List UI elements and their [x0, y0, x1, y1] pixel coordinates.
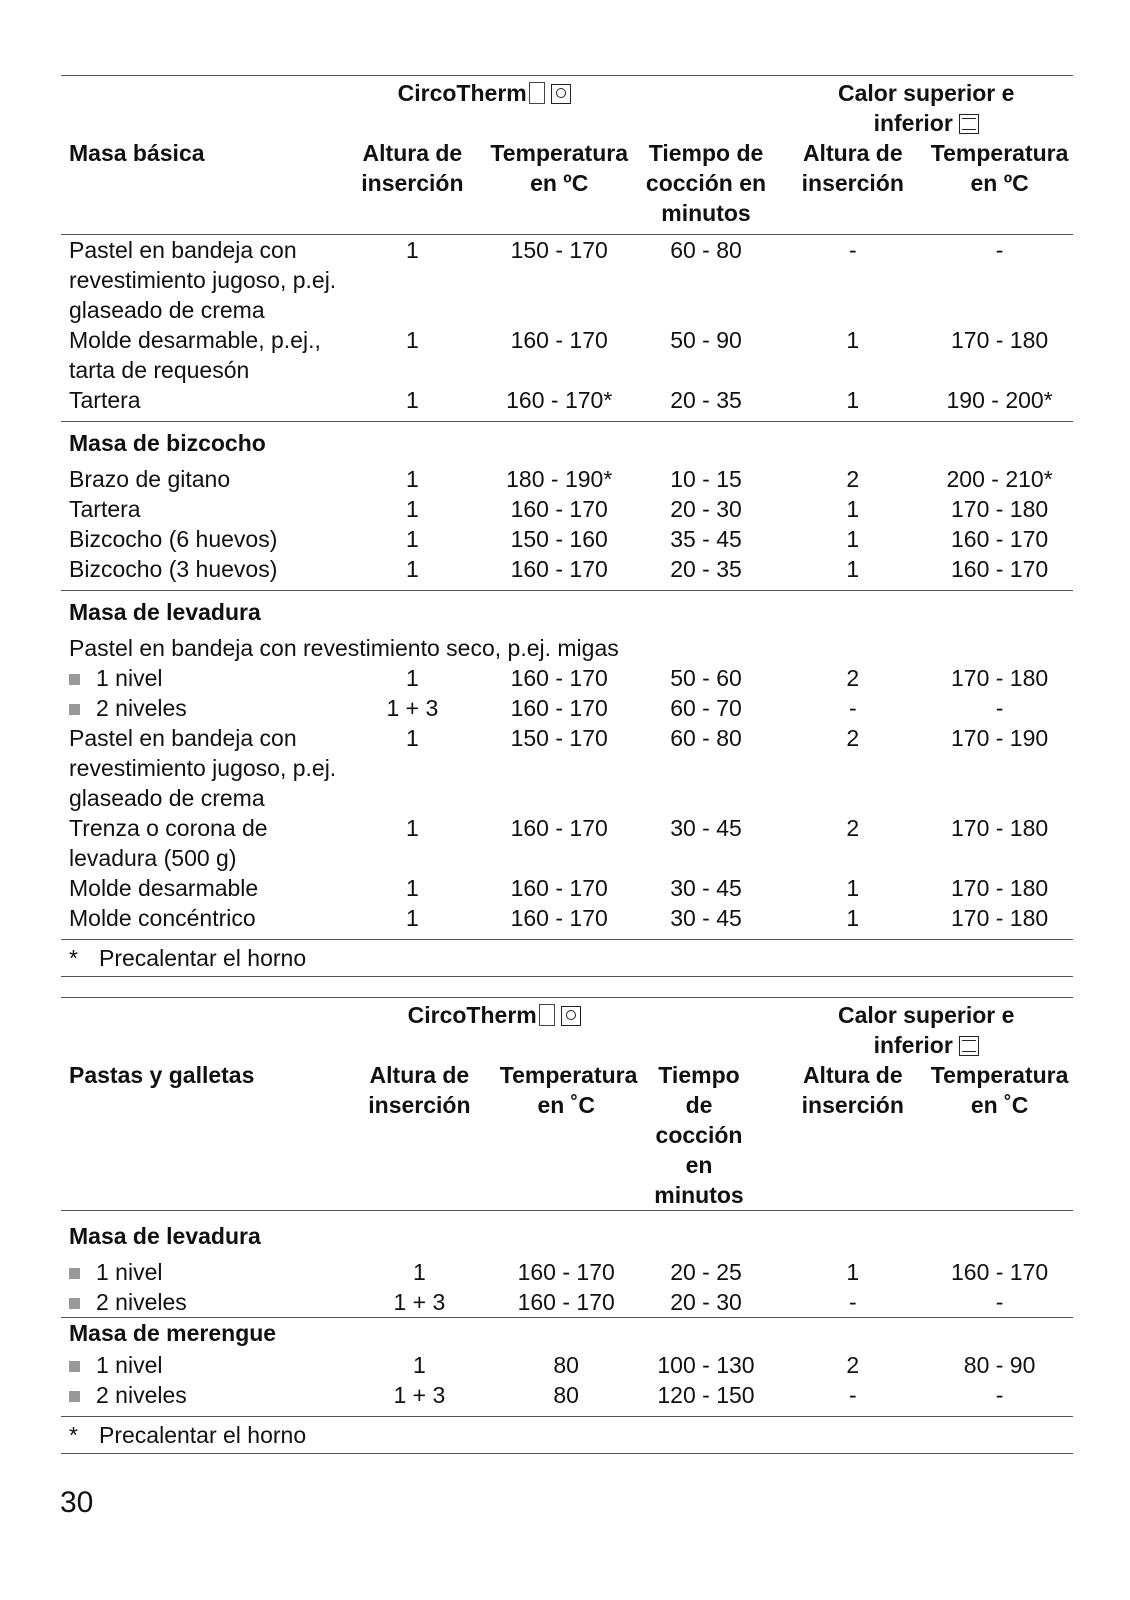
row-name: Pastel en bandeja con revestimiento jugoso, p.ej. glaseado de crema [69, 237, 337, 323]
row-name: Molde desarmable, p.ej., tarta de requesón [69, 327, 321, 383]
row-height-2: 1 [779, 903, 926, 940]
row-temp-2: 160 - 170 [926, 554, 1073, 591]
row-name [61, 1287, 339, 1318]
table-row [61, 1380, 1073, 1417]
row-temp-1: 160 - 170 [510, 327, 608, 353]
row-height-1: 1 [339, 903, 486, 940]
row-height-2: 1 [846, 496, 860, 522]
top-bottom-heat-icon [959, 1036, 979, 1056]
row-name-text: 1 nivel [96, 1259, 163, 1285]
bullet-square-icon [69, 1361, 80, 1372]
section-subtitle-row [61, 633, 1073, 663]
row-temp-2: 190 - 200* [926, 385, 1073, 422]
table-row [61, 873, 1073, 903]
row-height-1: 1 [406, 496, 419, 522]
section-subtitle: Pastel en bandeja con revestimiento seco, p.ej. migas [69, 635, 619, 661]
row-height-2: 1 [846, 875, 860, 901]
row-temp-1: 160 - 170 [486, 554, 633, 591]
row-temp-2: - [926, 1380, 1073, 1417]
row-name-text: 1 nivel [96, 665, 163, 691]
row-temp-1: 160 - 170 [510, 875, 608, 901]
row-name: Trenza o corona de levadura (500 g) [69, 815, 268, 871]
row-temp-2: 170 - 180 [950, 875, 1049, 901]
section-title: Masa de levadura [69, 1223, 261, 1249]
row-height-2: 2 [846, 815, 860, 841]
section-title: Masa de levadura [69, 599, 261, 625]
row-height-2: 2 [846, 466, 860, 492]
row-temp-1: 180 - 190* [506, 466, 613, 492]
fan-icon [561, 1006, 581, 1026]
row-temp-1: 80 [553, 1352, 579, 1378]
row-time: 20 - 35 [633, 554, 780, 591]
row-name [61, 1350, 339, 1380]
note-text: Precalentar el horno [99, 945, 307, 971]
row-temp-2: 170 - 180 [950, 496, 1049, 522]
table-row [61, 813, 1073, 873]
group-circotherm [339, 76, 779, 139]
group-top-bottom-heat-label-2: inferior [873, 110, 953, 136]
row-name: Tartera [61, 385, 339, 422]
row-height-2: 2 [846, 1352, 860, 1378]
col-header-height-1: Altura de inserción [339, 138, 486, 235]
group-circotherm [339, 998, 779, 1061]
table-note [61, 1417, 1073, 1454]
table-group-header [61, 76, 1073, 139]
table-row [61, 723, 1073, 813]
table-row [61, 1287, 1073, 1318]
table-row [61, 494, 1073, 524]
row-temp-2: - [995, 237, 1004, 263]
col-header-temp-1: Temperatura en ˚C [486, 1060, 633, 1211]
row-time: 60 - 70 [670, 695, 742, 721]
bullet-square-icon [69, 704, 80, 715]
row-temp-1: 150 - 170 [510, 725, 608, 751]
table-note [61, 940, 1073, 977]
table-row [61, 903, 1073, 940]
row-temp-2: 80 - 90 [963, 1352, 1036, 1378]
group-top-bottom-heat [779, 998, 1073, 1061]
row-temp-2: 170 - 180 [950, 327, 1049, 353]
row-height-1: 1 [339, 554, 486, 591]
col-header-temp-2: Temperatura en ºC [926, 138, 1073, 235]
row-time: 20 - 30 [670, 496, 742, 522]
bullet-square-icon [69, 674, 80, 685]
row-name: Tartera [69, 496, 141, 522]
group-top-bottom-heat [779, 76, 1073, 139]
table-row [61, 1257, 1073, 1287]
section-title: Masa de merengue [69, 1320, 277, 1346]
row-height-2: - [848, 237, 857, 263]
bullet-square-icon [69, 1391, 80, 1402]
row-height-1: 1 [406, 725, 419, 751]
row-time: 60 - 80 [670, 237, 742, 263]
row-name [61, 693, 339, 723]
row-height-1: 1 [406, 526, 419, 552]
row-temp-1: 80 [486, 1380, 633, 1417]
row-height-1: 1 [406, 327, 419, 353]
row-height-1: 1 [413, 1352, 426, 1378]
row-height-2: 1 [779, 385, 926, 422]
group-circotherm-label: CircoTherm [397, 80, 527, 106]
col-header-dish: Masa básica [61, 138, 339, 235]
note-star: * [69, 1422, 78, 1448]
row-time: 120 - 150 [633, 1380, 780, 1417]
row-name: Molde concéntrico [61, 903, 339, 940]
row-time: 35 - 45 [670, 526, 742, 552]
col-header-height-1: Altura de inserción [339, 1060, 486, 1211]
row-name [61, 1257, 339, 1287]
group-top-bottom-heat-label-2: inferior [873, 1032, 953, 1058]
row-temp-2: 170 - 180 [950, 815, 1049, 841]
row-height-1: 1 [406, 466, 419, 492]
table-row [61, 663, 1073, 693]
row-time: 30 - 45 [670, 875, 742, 901]
row-temp-2: 170 - 180 [950, 665, 1049, 691]
row-name: Bizcocho (6 huevos) [69, 526, 278, 552]
row-time: 50 - 90 [670, 327, 742, 353]
row-name: Molde desarmable [69, 875, 259, 901]
row-time: 20 - 35 [633, 385, 780, 422]
row-height-1: 1 [406, 665, 419, 691]
row-time: 30 - 45 [633, 903, 780, 940]
section-title-row [61, 1318, 1073, 1351]
row-height-1: 1 [406, 815, 419, 841]
row-time: 20 - 30 [633, 1287, 780, 1318]
col-header-dish: Pastas y galletas [61, 1060, 339, 1211]
row-temp-2: 160 - 170 [950, 526, 1049, 552]
table-note-row [61, 940, 1073, 977]
row-height-2: - [779, 1287, 926, 1318]
note-text: Precalentar el horno [99, 1422, 307, 1448]
row-temp-1: 150 - 160 [510, 526, 608, 552]
table-row [61, 325, 1073, 385]
table-row [61, 235, 1073, 326]
row-height-1: 1 + 3 [386, 695, 439, 721]
row-time: 100 - 130 [657, 1352, 755, 1378]
row-name [61, 1380, 339, 1417]
col-header-height-2: Altura de inserción [779, 138, 926, 235]
row-temp-1: 160 - 170* [486, 385, 633, 422]
table-note-row [61, 1417, 1073, 1454]
row-height-1: 1 [406, 237, 419, 263]
table-column-header [61, 138, 1073, 235]
table-group-header [61, 998, 1073, 1061]
group-circotherm-label: CircoTherm [407, 1002, 537, 1028]
row-height-1: 1 + 3 [339, 1380, 486, 1417]
col-header-temp-2: Temperatura en ˚C [926, 1060, 1073, 1211]
row-height-1: 1 [413, 1259, 426, 1285]
row-time: 10 - 15 [670, 466, 742, 492]
row-name-text: 2 niveles [96, 1289, 187, 1315]
row-temp-2: 170 - 180 [926, 903, 1073, 940]
row-temp-1: 160 - 170 [510, 695, 608, 721]
row-height-2: 2 [846, 665, 860, 691]
section-title-row [61, 1211, 1073, 1258]
row-height-1: 1 [339, 385, 486, 422]
row-temp-1: 160 - 170 [486, 1287, 633, 1318]
row-temp-1: 160 - 170 [510, 496, 608, 522]
row-height-2: 1 [779, 554, 926, 591]
group-top-bottom-heat-label-1: Calor superior e [838, 80, 1015, 106]
row-name-text: 2 niveles [96, 695, 187, 721]
page-number: 30 [60, 1486, 94, 1519]
table-row [61, 1350, 1073, 1380]
table-row [61, 693, 1073, 723]
row-time: 30 - 45 [670, 815, 742, 841]
row-time: 50 - 60 [670, 665, 742, 691]
row-height-2: 2 [846, 725, 860, 751]
row-temp-1: 150 - 170 [510, 237, 608, 263]
fan-icon [551, 84, 571, 104]
table-row [61, 554, 1073, 591]
row-height-2: - [848, 695, 857, 721]
row-temp-2: - [926, 1287, 1073, 1318]
placeholder-glyph-icon [529, 82, 545, 104]
col-header-height-2: Altura de inserción [779, 1060, 926, 1211]
row-height-2: 1 [846, 1259, 860, 1285]
row-temp-1: 160 - 170 [517, 1259, 615, 1285]
row-temp-2: - [995, 695, 1004, 721]
table-row [61, 524, 1073, 554]
baking-table-basic [61, 75, 1073, 977]
table-row [61, 385, 1073, 422]
row-height-2: - [779, 1380, 926, 1417]
placeholder-glyph-icon [539, 1004, 555, 1026]
row-name [61, 663, 339, 693]
row-temp-2: 200 - 210* [946, 466, 1053, 492]
row-time: 20 - 25 [670, 1259, 742, 1285]
row-name: Brazo de gitano [69, 466, 231, 492]
group-top-bottom-heat-label-1: Calor superior e [838, 1002, 1015, 1028]
row-height-2: 1 [846, 526, 860, 552]
row-height-2: 1 [846, 327, 860, 353]
row-time: 60 - 80 [670, 725, 742, 751]
row-temp-1: 160 - 170 [510, 815, 608, 841]
row-name-text: 2 niveles [96, 1382, 187, 1408]
row-temp-1: 160 - 170 [510, 665, 608, 691]
row-temp-2: 170 - 190 [950, 725, 1049, 751]
row-height-1: 1 + 3 [339, 1287, 486, 1318]
baking-table-pastries [61, 997, 1073, 1454]
section-title-row [61, 591, 1073, 634]
row-name-text: 1 nivel [96, 1352, 163, 1378]
col-header-temp-1: Temperatura en ºC [486, 138, 633, 235]
section-title-row [61, 422, 1073, 465]
section-title: Masa de bizcocho [69, 430, 266, 456]
col-header-time: Tiempo de cocción en minutos [633, 1060, 780, 1211]
bullet-square-icon [69, 1268, 80, 1279]
note-star: * [69, 945, 78, 971]
row-temp-1: 160 - 170 [486, 903, 633, 940]
top-bottom-heat-icon [959, 114, 979, 134]
table-row [61, 464, 1073, 494]
table-column-header [61, 1060, 1073, 1211]
row-temp-2: 160 - 170 [950, 1259, 1049, 1285]
row-name: Pastel en bandeja con revestimiento jugoso, p.ej. glaseado de crema [69, 725, 337, 811]
col-header-time: Tiempo de cocción en minutos [633, 138, 780, 235]
row-height-1: 1 [406, 875, 419, 901]
row-name: Bizcocho (3 huevos) [61, 554, 339, 591]
bullet-square-icon [69, 1298, 80, 1309]
